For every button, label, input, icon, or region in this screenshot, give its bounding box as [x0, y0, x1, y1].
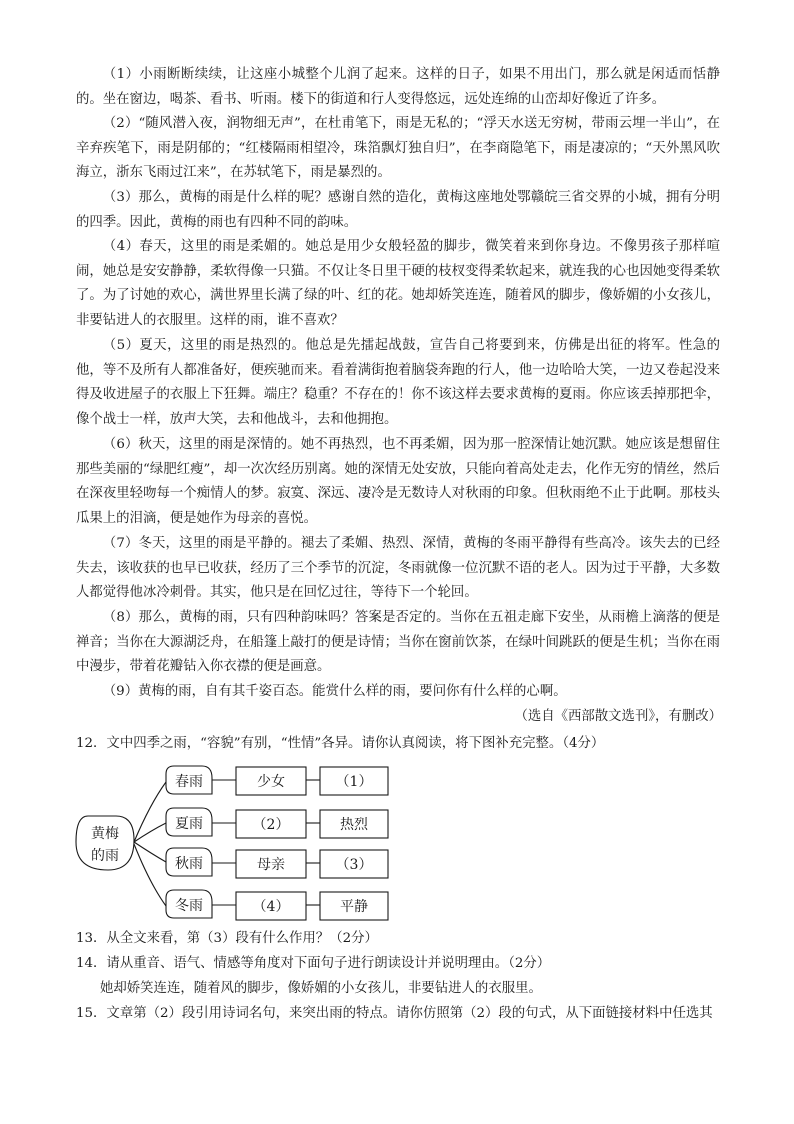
look-label: （2） — [252, 817, 290, 833]
question-12: 12．文中四季之雨，“容貌”有别，“性情”各异。请你认真阅读，将下图补充完整。（4分） — [76, 736, 605, 751]
question-13: 13．从全文来看，第（3）段有什么作用？（2分） — [76, 931, 378, 946]
paragraph-8: （8）那么，黄梅的雨，只有四种韵味吗？答案是否定的。当你在五祖走廊下安坐，从雨檐上滴落的便是禅音；当你在大源湖泛舟，在船篷上敲打的便是诗情；当你在窗前饮茶，在绿叶间跳跃的便是生机；当你在雨中漫步，带着花瓣钻入你衣襟的便是画意。 — [76, 610, 720, 675]
season-label: 夏雨 — [175, 816, 203, 832]
source-note: （选自《西部散文选刊》，有删改） — [514, 709, 722, 724]
paragraph-2: （2）“随风潜入夜，润物细无声”，在杜甫笔下，雨是无私的；“浮天水送无穷树，带雨云埋一半山”，在辛弃疾笔下，雨是阴郁的；“红楼隔雨相望冷，珠箔飘灯独自归”，在李商隐笔下，雨是凄凉的；“天外黑风吹海立，浙东飞雨过江来”，在苏轼笔下，雨是暴烈的。 — [76, 116, 720, 181]
question-14-sentence: 她却娇笑连连，随着风的脚步，像娇媚的小女孩儿，非要钻进人的衣服里。 — [100, 981, 542, 996]
season-label: 秋雨 — [175, 856, 203, 872]
season-label: 冬雨 — [175, 898, 203, 914]
look-label: 少女 — [257, 774, 285, 790]
paragraph-4: （4）春天，这里的雨是柔媚的。她总是用少女般轻盈的脚步，微笑着来到你身边。不像男孩子那样喧闹，她总是安安静静，柔软得像一只猫。不仅让冬日里干硬的枝杈变得柔软起来，就连我的心也因她变得柔软了。为了讨她的欢心，满世界里长满了绿的叶、红的花。她却娇笑连连，随着风的脚步，像娇媚的小女孩儿，非要钻进人的衣服里。这样的雨，谁不喜欢？ — [76, 239, 720, 328]
paragraph-3: （3）那么，黄梅的雨是什么样的呢？感谢自然的造化，黄梅这座地处鄂赣皖三省交界的小城，拥有分明的四季。因此，黄梅的雨也有四种不同的韵味。 — [76, 190, 720, 230]
branch-line — [134, 782, 166, 842]
look-label: （4） — [252, 899, 290, 915]
branch-line — [134, 842, 166, 862]
paragraph-7: （7）冬天，这里的雨是平静的。褪去了柔媚、热烈、深情，黄梅的冬雨平静得有些高冷。该失去的已经失去，该收获的也早已收获，经历了三个季节的沉淀，冬雨就像一位沉默不语的老人。因为过于平静，大多数人都觉得他冰冷刺骨。其实，他只是在回忆过往，等待下一个轮回。 — [76, 536, 720, 601]
paragraph-9: （9）黄梅的雨，自有其千姿百态。能赏什么样的雨，要问你有什么样的心啊。 — [102, 684, 567, 699]
season-label: 春雨 — [175, 774, 203, 790]
root-label-line2: 的雨 — [91, 848, 119, 864]
look-label: 母亲 — [257, 857, 285, 873]
root-label-line1: 黄梅 — [91, 826, 119, 842]
paragraph-5: （5）夏天，这里的雨是热烈的。他总是先擂起战鼓，宣告自己将要到来，仿佛是出征的将军。性急的他，等不及所有人都准备好，便疾驰而来。看着满街抱着脑袋奔跑的行人，他一边哈哈大笑，一边又卷起没来得及收进屋子的衣服上下狂舞。端庄？稳重？不存在的！你不该这样去要求黄梅的夏雨。你应该丢掉那把伞，像个战士一样，放声大笑，去和他战斗，去和他拥抱。 — [76, 338, 720, 427]
nature-label: 热烈 — [340, 817, 368, 833]
question-14: 14．请从重音、语气、情感等角度对下面句子进行朗读设计并说明理由。（2分） — [76, 956, 551, 971]
paragraph-1: （1）小雨断断续续，让这座小城整个儿润了起来。这样的日子，如果不用出门，那么就是闲适而恬静的。坐在窗边，喝茶、看书、听雨。楼下的街道和行人变得悠远，远处连绵的山峦却好像近了许多。 — [76, 67, 720, 107]
paragraph-6: （6）秋天，这里的雨是深情的。她不再热烈，也不再柔媚，因为那一腔深情让她沉默。她应该是想留住那些美丽的“绿肥红瘦”，却一次次经历别离。她的深情无处安放，只能向着高处走去，化作无穷的情丝，然后在深夜里轻吻每一个痴情人的梦。寂寞、深远、凄冷是无数诗人对秋雨的印象。但秋雨绝不止于此啊。那枝头瓜果上的泪滴，便是她作为母亲的喜悦。 — [76, 437, 720, 526]
nature-label: （3） — [335, 857, 373, 873]
nature-label: （1） — [335, 774, 373, 790]
branch-line — [134, 823, 166, 842]
question-15: 15．文章第（2）段引用诗词名句，来突出雨的特点。请你仿照第（2）段的句式，从下面链接材料中任选其 — [76, 1006, 713, 1021]
nature-label: 平静 — [340, 899, 368, 915]
seasons-diagram — [70, 760, 400, 930]
branch-line — [134, 844, 166, 906]
